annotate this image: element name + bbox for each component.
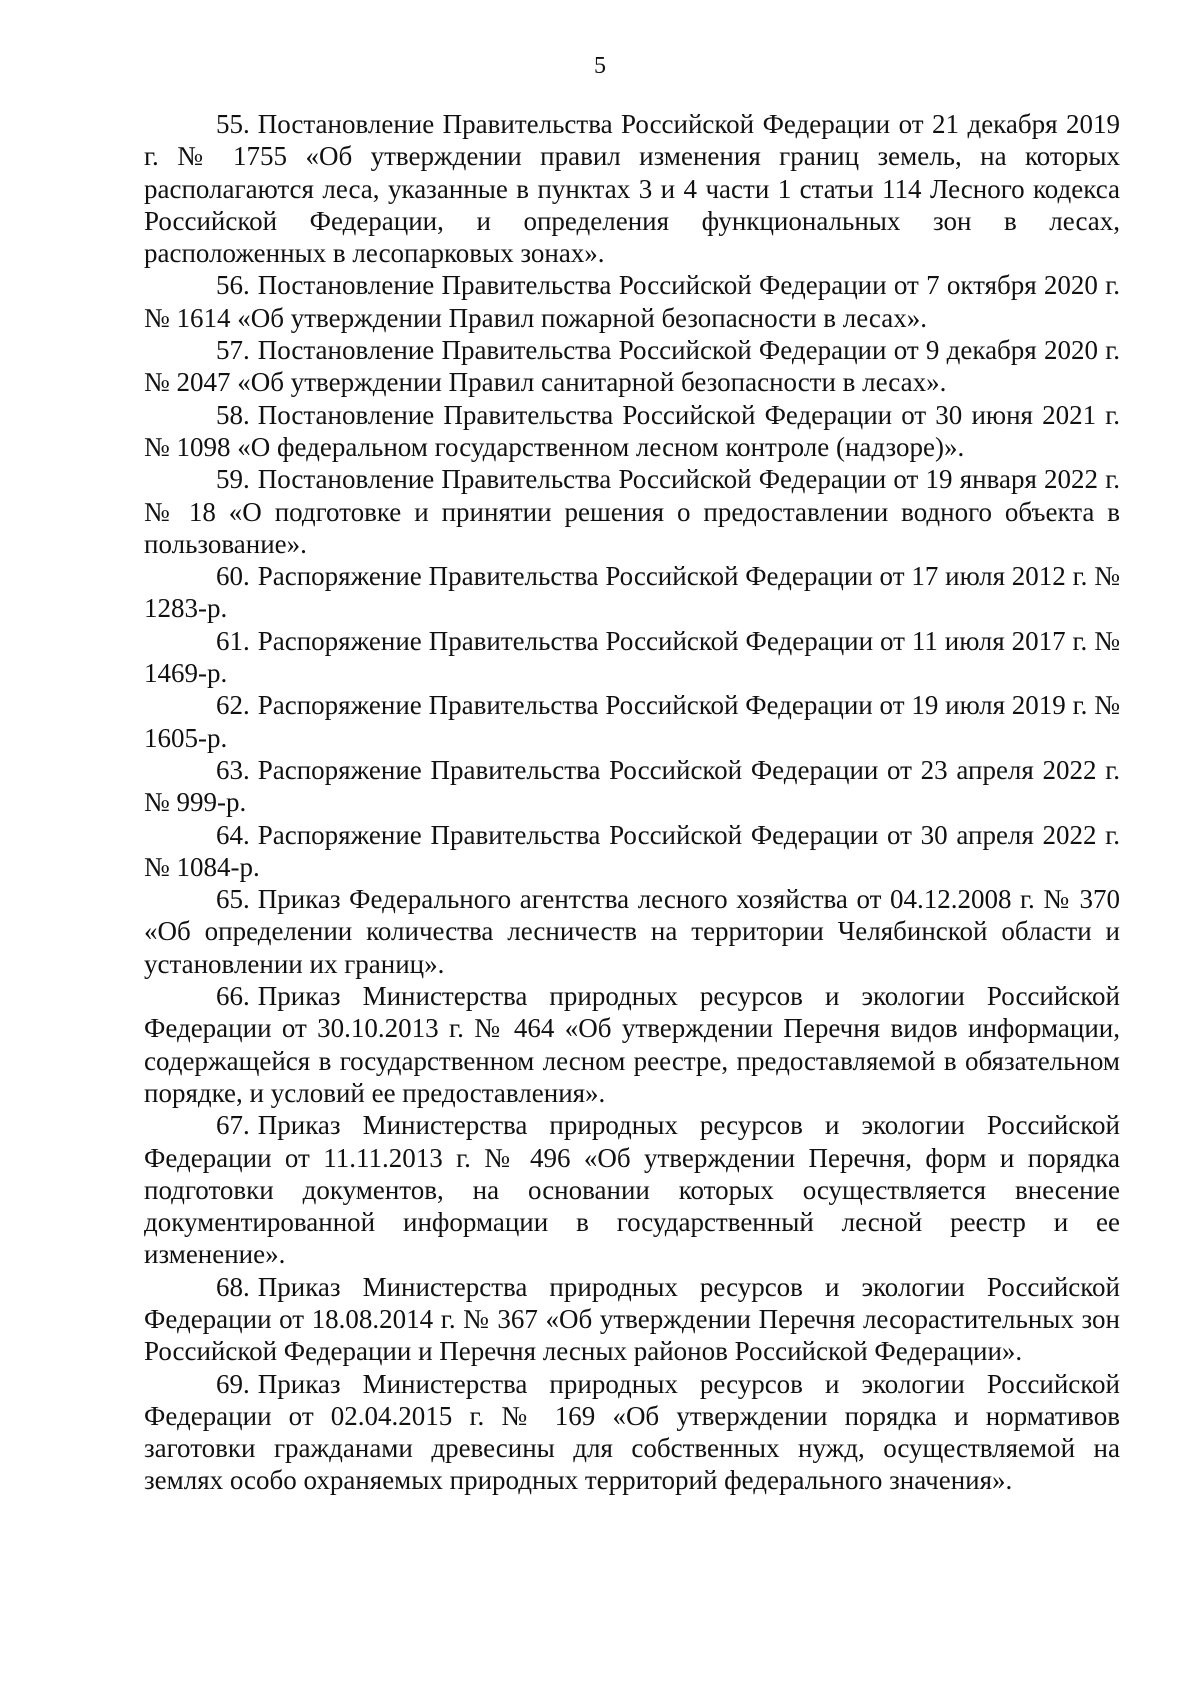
list-item-64 [144,819,1120,884]
list-item-63 [144,754,1120,819]
item-number: 64. [216,819,250,850]
item-text: Распоряжение Правительства Российской Федерации от 30 апреля 2022 г. № 1084-р. [144,819,1120,882]
list-item-55 [144,108,1120,269]
item-text: Приказ Министерства природных ресурсов и экологии Российской Федерации от 11.11.2013 г. № 496 «Об утверждении Перечня, форм и порядка подготовки документов, на основании которых осуществляется внесение документированной информации в государственный лесной реестр и ее изменение». [144,1110,1120,1270]
item-text: Распоряжение Правительства Российской Федерации от 19 июля 2019 г. № 1605-р. [144,690,1120,753]
item-number: 58. [216,399,250,430]
item-number: 56. [216,270,250,301]
item-number: 67. [216,1110,250,1141]
item-text: Постановление Правительства Российской Федерации от 19 января 2022 г. № 18 «О подготовке и принятии решения о предоставлении водного объекта в пользование». [144,464,1120,559]
list-item-66 [144,980,1120,1109]
item-number: 55. [216,109,250,139]
item-text: Распоряжение Правительства Российской Федерации от 17 июля 2012 г. № 1283-р. [144,561,1120,624]
item-number: 66. [216,981,250,1012]
item-number: 57. [216,335,250,366]
item-number: 59. [216,464,250,495]
item-text: Приказ Министерства природных ресурсов и экологии Российской Федерации от 18.08.2014 г. № 367 «Об утверждении Перечня лесорастительных зон Российской Федерации и Перечня лесных районов Российской Федерации». [144,1271,1120,1367]
list-item-67 [144,1109,1120,1270]
item-number: 63. [216,754,250,785]
item-text: Постановление Правительства Российской Федерации от 9 декабря 2020 г. № 2047 «Об утверждении Правил санитарной безопасности в лесах». [144,335,1120,398]
list-item-57 [144,334,1120,399]
item-number: 60. [216,561,250,592]
item-text: Приказ Министерства природных ресурсов и экологии Российской Федерации от 02.04.2015 г. № 169 «Об утверждении порядка и нормативов заготовки гражданами древесины для собственных нужд, осуществляемой на землях особо охраняемых природных территорий федерального значения». [144,1368,1120,1496]
list-item-60 [144,560,1120,625]
list-item-65 [144,883,1120,980]
list-item-61 [144,625,1120,690]
item-number: 62. [216,690,250,721]
item-text: Приказ Федерального агентства лесного хозяйства от 04.12.2008 г. № 370 «Об определении количества лесничеств на территории Челябинской области и установлении их границ». [144,884,1120,979]
item-text: Приказ Министерства природных ресурсов и экологии Российской Федерации от 30.10.2013 г. № 464 «Об утверждении Перечня видов информации, содержащейся в государственном лесном реестре, предоставляемой в обязательном порядке, и условий ее предоставления». [144,981,1120,1108]
page-number: 5 [594,53,606,79]
item-number: 61. [216,625,250,656]
legal-acts-list [144,108,1120,1497]
item-number: 65. [216,884,250,915]
list-item-59 [144,463,1120,560]
item-text: Постановление Правительства Российской Федерации от 21 декабря 2019 г. № 1755 «Об утверждении правил изменения границ земель, на которых располагаются леса, указанные в пунктах 3 и 4 части 1 статьи 114 Лесного кодекса Российской Федерации, и определения функциональных зон в лесах, расположенных в лесопарковых зонах». [144,109,1120,269]
list-item-56 [144,269,1120,334]
item-text: Постановление Правительства Российской Федерации от 30 июня 2021 г. № 1098 «О федеральном государственном лесном контроле (надзоре)». [144,399,1120,462]
item-text: Распоряжение Правительства Российской Федерации от 23 апреля 2022 г. № 999-р. [144,754,1120,818]
list-item-58 [144,399,1120,464]
list-item-62 [144,689,1120,754]
item-number: 69. [216,1368,250,1399]
list-item-69 [144,1368,1120,1497]
item-number: 68. [216,1271,250,1302]
list-item-68 [144,1271,1120,1368]
item-text: Распоряжение Правительства Российской Федерации от 11 июля 2017 г. № 1469-р. [144,625,1120,689]
item-text: Постановление Правительства Российской Федерации от 7 октября 2020 г. № 1614 «Об утверждении Правил пожарной безопасности в лесах». [144,270,1120,333]
